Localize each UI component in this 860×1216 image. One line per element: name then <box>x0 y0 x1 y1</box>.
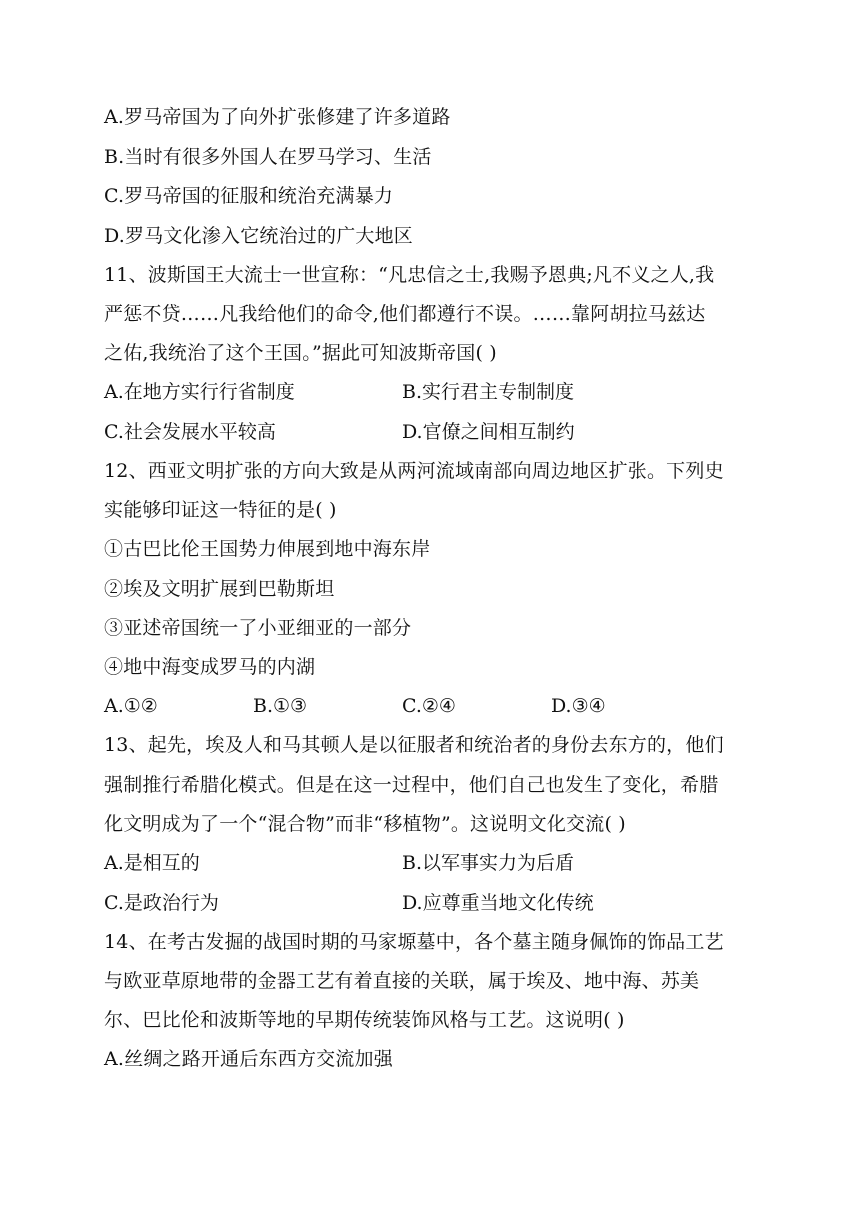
q11-stem-line: 11、波斯国王大流士一世宣称：“凡忠信之士,我赐予恩典;凡不义之人,我 <box>104 264 715 286</box>
q12-stem-line: 实能够印证这一特征的是( ) <box>104 499 337 521</box>
q14-option-a: A.丝绸之路开通后东西方交流加强 <box>104 1048 393 1070</box>
q12-item-1: ①古巴比伦王国势力伸展到地中海东岸 <box>104 538 431 560</box>
q10-option-b: B.当时有很多外国人在罗马学习、生活 <box>104 146 432 168</box>
q10-option-c: C.罗马帝国的征服和统治充满暴力 <box>104 185 394 207</box>
q12-option-a: A.①② <box>104 695 158 717</box>
q12-item-2: ②埃及文明扩展到巴勒斯坦 <box>104 578 335 600</box>
q11-stem-line: 之佑,我统治了这个王国。”据此可知波斯帝国( ) <box>104 342 497 364</box>
q11-option-a: A.在地方实行行省制度 <box>104 381 295 403</box>
q12-item-4: ④地中海变成罗马的内湖 <box>104 656 316 678</box>
q12-option-b: B.①③ <box>253 695 308 717</box>
q13-stem-line: 13、起先，埃及人和马其顿人是以征服者和统治者的身份去东方的，他们 <box>104 734 724 756</box>
q12-item-3: ③亚述帝国统一了小亚细亚的一部分 <box>104 617 412 639</box>
q12-stem-line: 12、西亚文明扩张的方向大致是从两河流域南部向周边地区扩张。下列史 <box>104 460 724 482</box>
q12-option-c: C.②④ <box>402 695 456 717</box>
q13-option-d: D.应尊重当地文化传统 <box>402 892 594 914</box>
q14-stem-line: 尔、巴比伦和波斯等地的早期传统装饰风格与工艺。这说明( ) <box>104 1009 625 1031</box>
q13-option-b: B.以军事实力为后盾 <box>402 852 575 874</box>
q13-option-c: C.是政治行为 <box>104 892 219 914</box>
q12-options-row <box>104 694 764 718</box>
q11-option-d: D.官僚之间相互制约 <box>402 421 575 443</box>
q11-option-c: C.社会发展水平较高 <box>104 421 276 443</box>
q11-options-row <box>104 420 764 444</box>
q13-options-row <box>104 851 764 875</box>
q11-options-row <box>104 380 764 404</box>
q14-stem-line: 与欧亚草原地带的金器工艺有着直接的关联，属于埃及、地中海、苏美 <box>104 970 700 992</box>
q13-options-row <box>104 891 764 915</box>
q11-option-b: B.实行君主专制制度 <box>402 381 575 403</box>
q14-stem-line: 14、在考古发掘的战国时期的马家塬墓中，各个墓主随身佩饰的饰品工艺 <box>104 931 724 953</box>
q12-option-d: D.③④ <box>551 695 606 717</box>
q13-option-a: A.是相互的 <box>104 852 200 874</box>
q10-option-d: D.罗马文化渗入它统治过的广大地区 <box>104 225 413 247</box>
q11-stem-line: 严惩不贷……凡我给他们的命令,他们都遵行不误。……靠阿胡拉马兹达 <box>104 303 706 325</box>
q10-option-a: A.罗马帝国为了向外扩张修建了许多道路 <box>104 106 451 128</box>
q13-stem-line: 强制推行希腊化模式。但是在这一过程中，他们自己也发生了变化，希腊 <box>104 774 719 796</box>
q13-stem-line: 化文明成为了一个“混合物”而非“移植物”。这说明文化交流( ) <box>104 813 626 835</box>
